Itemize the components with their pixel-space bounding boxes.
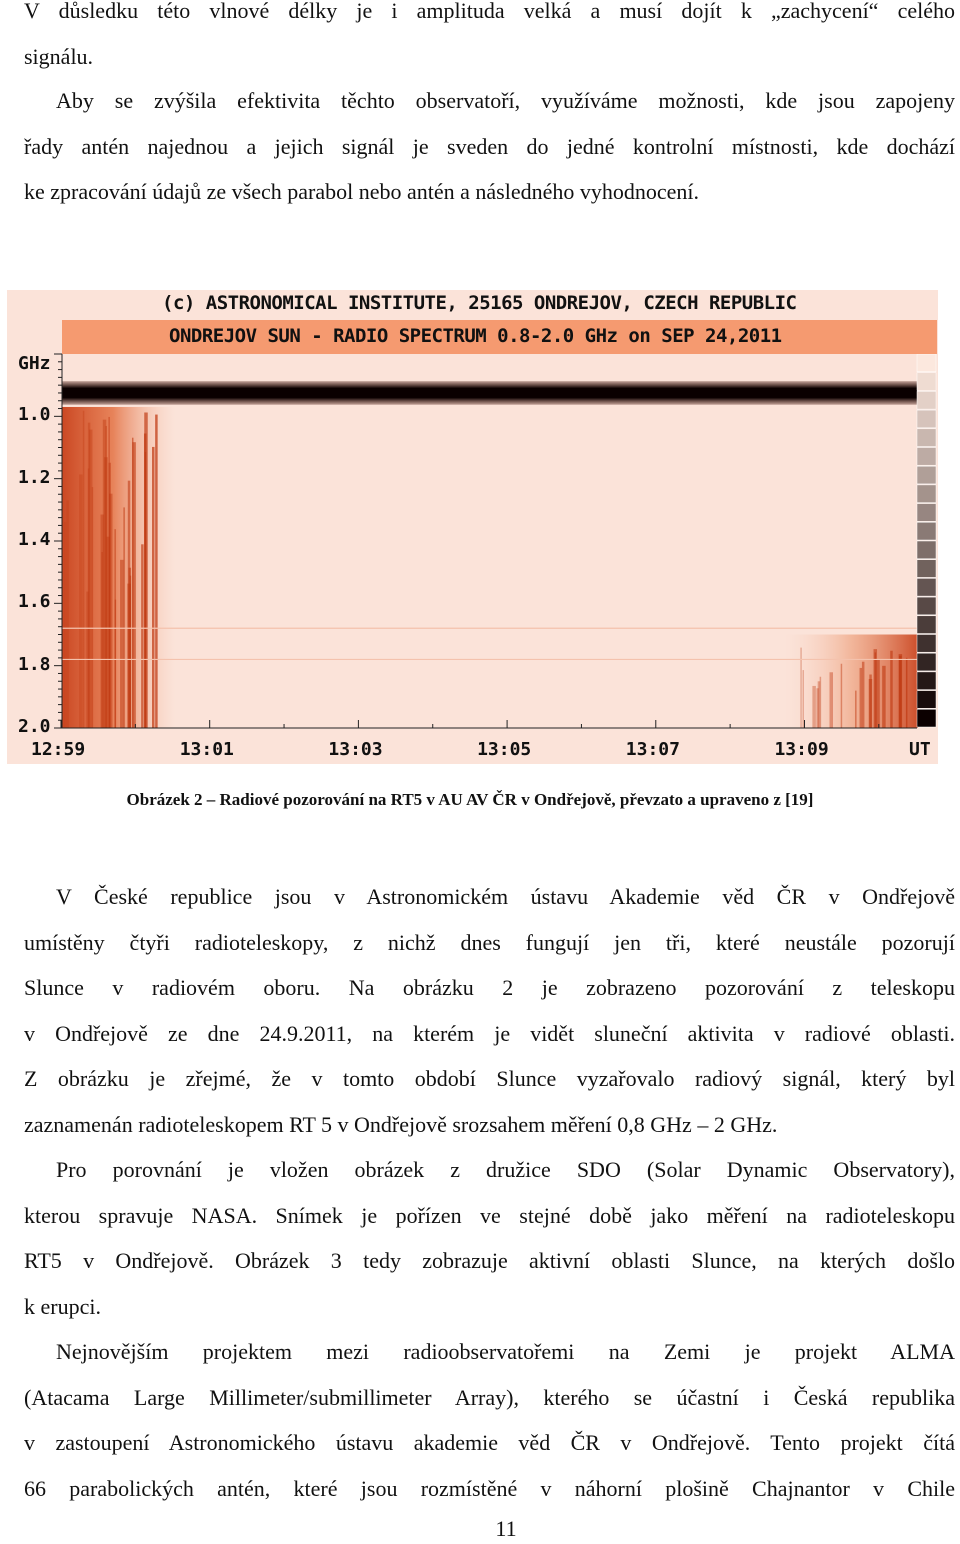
text-line: Nejnovějším projektem mezi radioobservatořemi na Zemi je projekt ALMA [56,1339,955,1364]
y-tick-label: 2.0 [18,716,51,737]
x-tick-label: 12:59 [31,739,86,760]
burst-streak [841,664,843,728]
x-tick-label: 13:03 [328,739,383,760]
paragraph-sdo [24,1147,955,1329]
page-number: 11 [495,1516,517,1541]
figure-caption: Obrázek 2 – Radiové pozorování na RT5 v AU AV ČR v Ondřejově, převzato a upraveno z [19] [126,790,814,809]
colorbar-cell [917,354,936,372]
burst-streak [132,438,134,728]
burst-streak [803,670,805,728]
colorbar-cell [917,429,936,447]
x-tick-label: 13:09 [774,739,829,760]
figure-header-line2: ONDREJOV SUN - RADIO SPECTRUM 0.8-2.0 GHz on SEP 24,2011 [169,325,782,347]
burst-streak [862,662,865,728]
colorbar-cell [917,653,936,671]
colorbar-cell [917,448,936,466]
burst-streak [141,544,144,728]
text-line: 66 parabolických antén, které jsou rozmístěné v náhorní plošině Chajnantor v Chile [24,1475,955,1501]
burst-streak [66,500,69,728]
burst-streak [128,481,131,728]
y-tick-label: 1.0 [18,404,51,426]
burst-streak [874,649,878,728]
paragraph-czech-telescopes [24,874,955,1147]
x-tick-label: 13:01 [179,739,234,760]
burst-streak [906,658,908,728]
colorbar-cell [917,485,936,503]
burst-streak [64,522,67,728]
burst-streak [155,415,158,728]
y-tick-label: 1.8 [18,653,51,675]
y-axis-label: GHz [18,353,51,374]
colorbar-cell [917,391,936,409]
burst-streak [83,411,85,728]
text-line: Aby se zvýšila efektivita těchto observatoří, využíváme možnosti, kde jsou zapojeny [56,88,955,113]
burst-region [62,407,175,728]
burst-streak [144,412,148,728]
text-line: v Ondřejově ze dne 24.9.2011, na kterém je vidět sluneční aktivita v radiové oblasti. [24,1020,955,1046]
burst-streak [855,691,857,728]
burst-streak [890,651,893,728]
text-line: ke zpracování údajů ze všech parabol nebo antén a následného vyhodnocení. [24,179,700,204]
radio-spectrum-figure [7,290,938,764]
colorbar-cell [917,635,936,653]
x-tick-label: 13:05 [477,739,532,760]
text-line: kterou spravuje NASA. Snímek je pořízen ve stejné době jako měření na radioteleskopu [24,1202,955,1228]
burst-streak [869,674,872,728]
colorbar-cell [917,504,936,522]
radio-spectrum-chart [7,290,938,764]
colorbar-cell [917,410,936,428]
y-tick-label: 1.2 [18,466,51,488]
burst-streak [103,420,107,728]
text-line: k erupci. [24,1293,101,1319]
figure-header-line1: (c) ASTRONOMICAL INSTITUTE, 25165 ONDREJOV, CZECH REPUBLIC [162,292,797,314]
colorbar-cell [917,691,936,709]
text-line: řady antén najednou a jejich signál je sveden do jedné kontrolní místnosti, kde dochází [24,133,955,159]
burst-streak [899,654,903,728]
y-tick-label: 1.4 [18,529,51,550]
text-line: zaznamenán radioteleskopem RT 5 v Ondřejově srozsahem měření 0,8 GHz – 2 GHz. [24,1111,778,1137]
burst-streak [88,423,91,728]
burst-streak [812,686,816,728]
burst-streak [120,560,124,728]
text-line: umístěny čtyři radioteleskopy, z nichž dnes fungují jen tři, které neustále pozorují [24,929,955,955]
colorbar-cell [917,560,936,578]
colorbar-cell [917,373,936,391]
burst-streak [820,677,822,728]
burst-streak [79,474,83,728]
burst-streak [882,666,886,728]
paragraph-observatories [24,78,955,215]
text-line: v zastoupení Astronomického ústavu akademie věd ČR v Ondřejově. Tento projekt čítá [24,1430,955,1455]
text-line: RT5 v Ondřejově. Obrázek 3 tedy zobrazuje aktivní oblasti Slunce, na kterých došlo [24,1248,955,1273]
colorbar-cell [917,522,936,540]
text-line: (Atacama Large Millimeter/submillimeter Array), kterého se účastní i Česká republika [24,1384,955,1410]
colorbar-cell [917,597,936,615]
burst-streak [860,668,863,728]
burst-streak [152,447,155,728]
burst-streak [123,507,125,728]
colorbar-cell [917,709,936,727]
colorbar-cell [917,578,936,596]
colorbar-cell [917,616,936,634]
x-axis-label: UT [909,739,931,760]
burst-streak [830,672,834,728]
text-line: Z obrázku je zřejmé, že v tomto období Slunce vyzařovalo radiový signál, který byl [24,1066,955,1091]
text-line: Pro porovnání je vložen obrázek z družice SDO (Solar Dynamic Observatory), [56,1157,955,1182]
burst-region [784,635,917,729]
paragraph-alma [24,1329,955,1511]
colorbar-cell [917,672,936,690]
text-line: Slunce v radiovém oboru. Na obrázku 2 je zobrazeno pozorování z teleskopu [24,975,955,1000]
text-line: V České republice jsou v Astronomickém ústavu Akademie věd ČR v Ondřejově [56,884,955,909]
dark-band [62,381,917,405]
colorbar-cell [917,466,936,484]
paragraph-intro [24,0,955,79]
y-tick-label: 1.6 [18,591,51,613]
x-tick-label: 13:07 [625,739,680,760]
text-line: signálu. [24,43,94,69]
burst-streak [108,417,110,728]
text-line: V důsledku této vlnové délky je i amplituda velká a musí dojít k „zachycení“ celého [24,0,955,23]
colorbar-cell [917,541,936,559]
